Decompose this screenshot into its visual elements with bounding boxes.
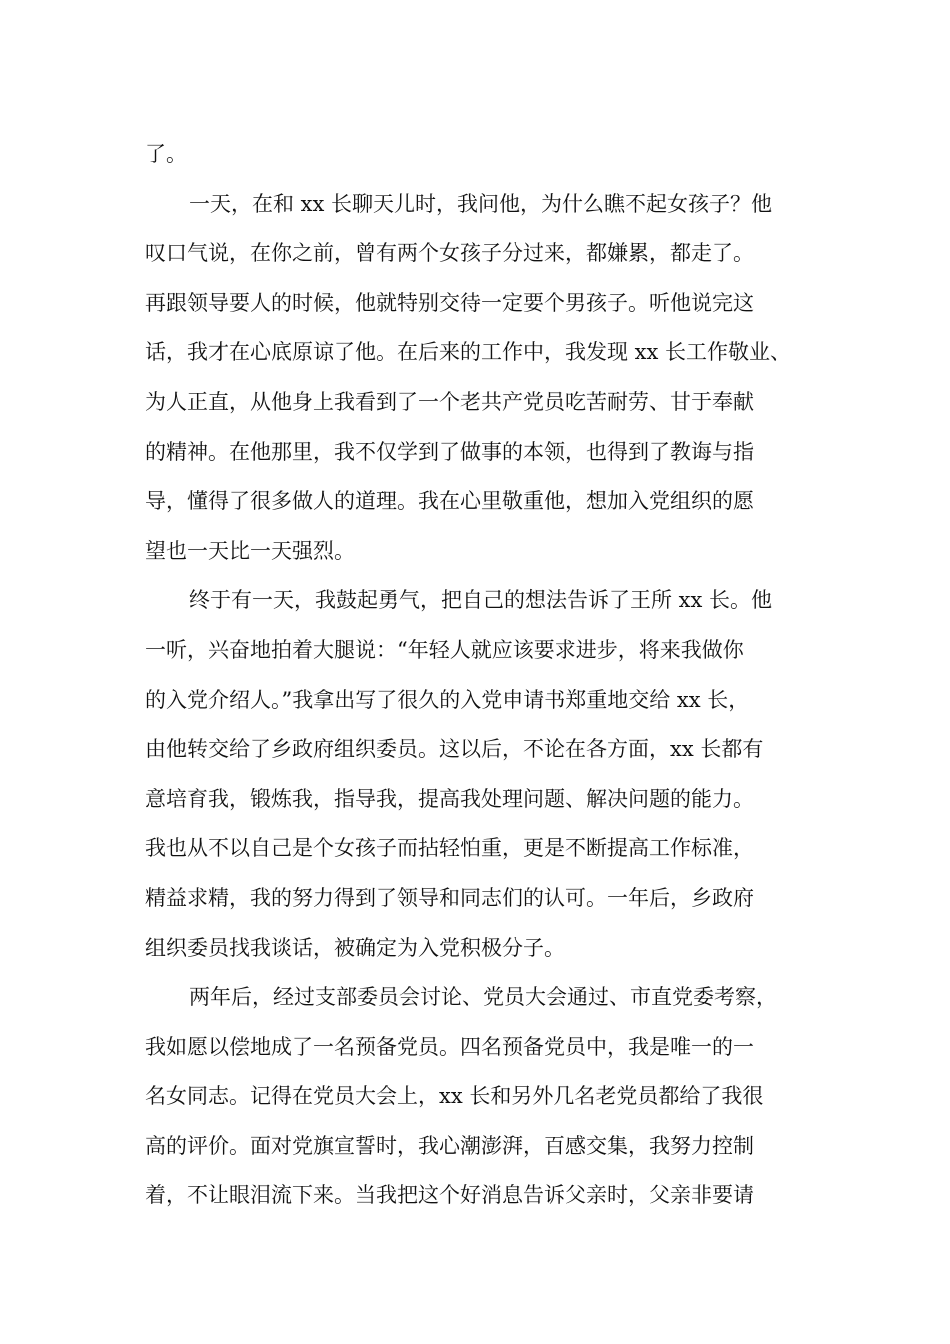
text-line: 由他转交给了乡政府组织委员。这以后，不论在各方面，xx 长都有 [145,737,764,762]
body-text [145,130,835,1221]
text-line: 我如愿以偿地成了一名预备党员。四名预备党员中，我是唯一的一 [145,1034,754,1059]
text-line: 精益求精，我的努力得到了领导和同志们的认可。一年后，乡政府 [145,885,754,910]
text-line: 一听，兴奋地拍着大腿说：“年轻人就应该要求进步，将来我做你 [145,637,744,662]
text-line: 的精神。在他那里，我不仅学到了做事的本领，也得到了教诲与指 [145,439,754,464]
text-line: 再跟领导要人的时候，他就特别交待一定要个男孩子。听他说完这 [145,290,754,315]
text-line: 了。 [145,142,187,166]
text-line: 着，不让眼泪流下来。当我把这个好消息告诉父亲时，父亲非要请 [145,1183,754,1208]
paragraph-first-line: 两年后，经过支部委员会讨论、党员大会通过、市直党委考察， [189,985,777,1010]
text-line: 为人正直，从他身上我看到了一个老共产党员吃苦耐劳、甘于奉献 [145,389,754,414]
paragraph-first-line: 终于有一天，我鼓起勇气，把自己的想法告诉了王所 xx 长。他 [189,588,773,613]
text-line: 导，懂得了很多做人的道理。我在心里敬重他，想加入党组织的愿 [145,489,754,514]
text-line: 名女同志。记得在党员大会上，xx 长和另外几名老党员都给了我很 [145,1084,764,1109]
text-line: 望也一天比一天强烈。 [145,538,355,563]
text-line: 意培育我，锻炼我，指导我，提高我处理问题、解决问题的能力。 [145,786,754,811]
text-line: 叹口气说，在你之前，曾有两个女孩子分过来，都嫌累，都走了。 [145,241,754,266]
text-line: 话，我才在心底原谅了他。在后来的工作中，我发现 xx 长工作敬业、 [145,340,792,365]
paragraph-first-line: 一天，在和 xx 长聊天儿时，我问他，为什么瞧不起女孩子？他 [189,191,773,216]
text-line: 组织委员找我谈话，被确定为入党积极分子。 [145,935,565,960]
text-line: 的入党介绍人。”我拿出写了很久的入党申请书郑重地交给 xx 长， [145,687,750,712]
text-line: 我也从不以自己是个女孩子而拈轻怕重，更是不断提高工作标准， [145,836,754,861]
text-line: 高的评价。面对党旗宣誓时，我心潮澎湃，百感交集，我努力控制 [145,1133,754,1158]
